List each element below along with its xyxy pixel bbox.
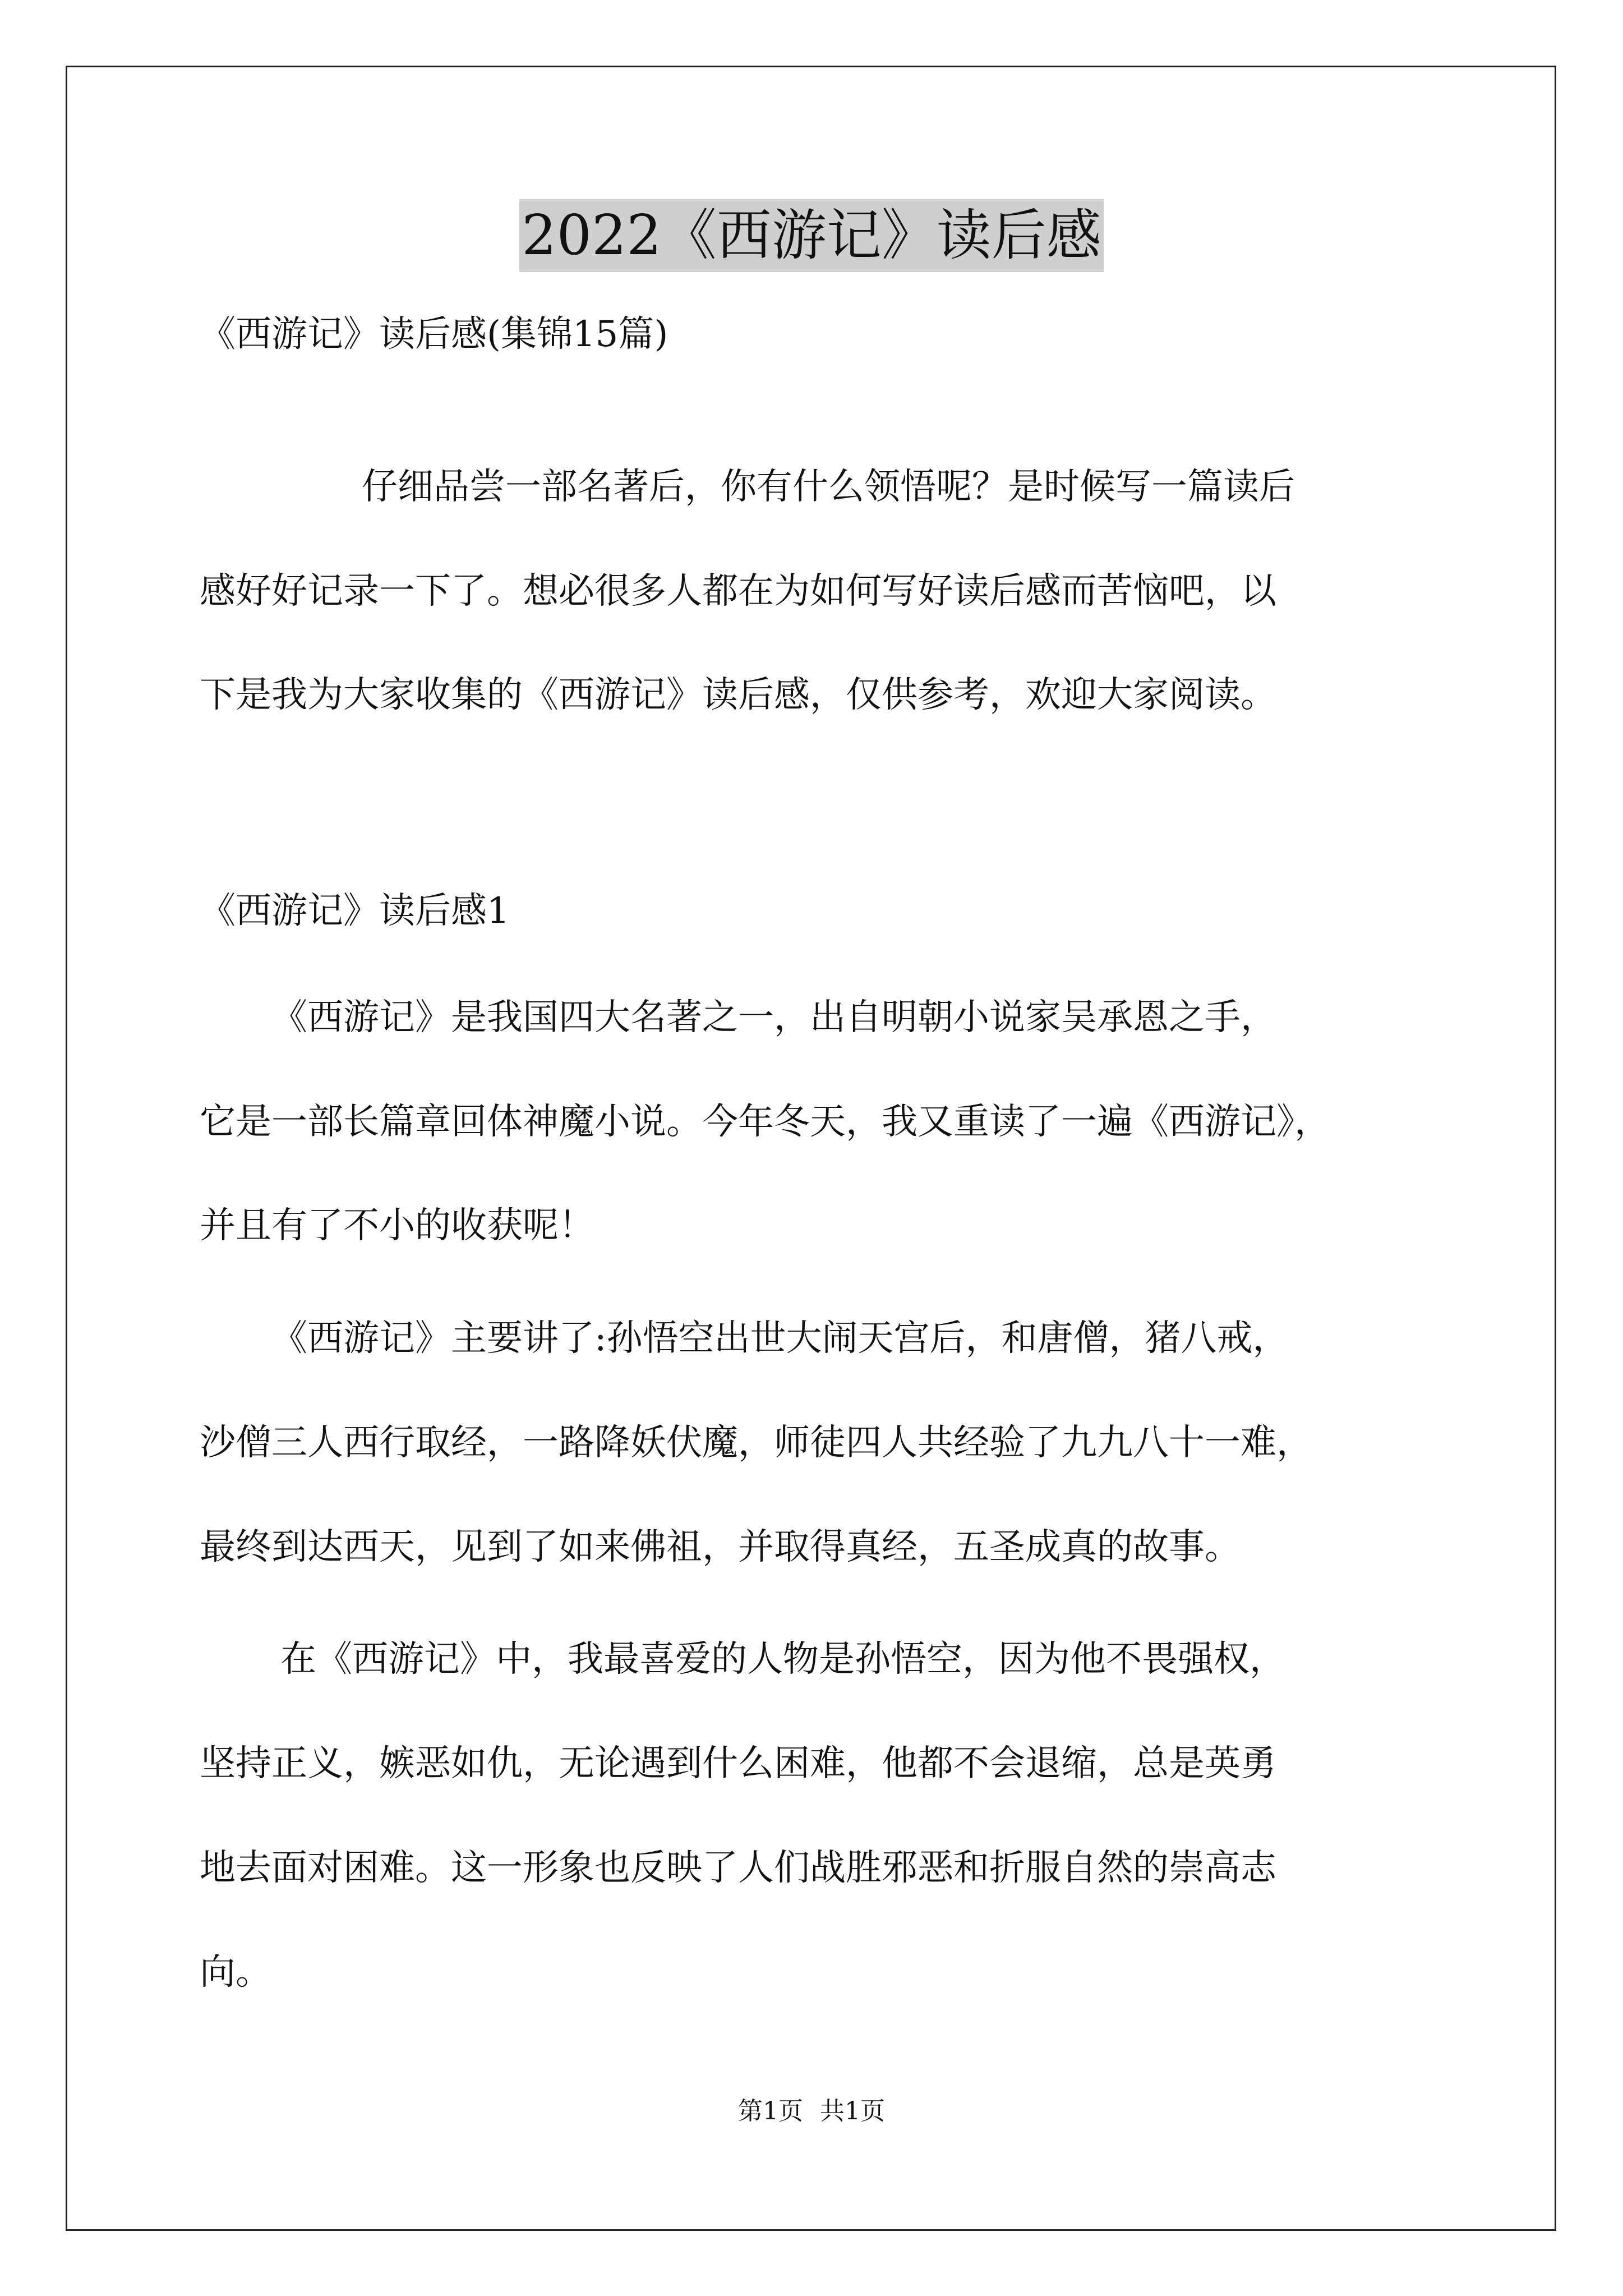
page-number: 第1页 [738,2097,803,2125]
paragraph1-line-2: 它是一部长篇章回体神魔小说。今年冬天，我又重读了一遍《西游记》， [200,1101,1330,1143]
paragraph2-line-3: 最终到达西天，见到了如来佛祖，并取得真经，五圣成真的故事。 [200,1526,1241,1568]
page-footer [0,2096,1623,2127]
paragraph3-line-1: 在《西游记》中，我最喜爱的人物是孙悟空，因为他不畏强权， [280,1639,1285,1680]
page-border [66,66,1556,2231]
document-subtitle: 《西游记》读后感(集锦15篇) [200,314,668,355]
paragraph3-line-2: 坚持正义，嫉恶如仇，无论遇到什么困难，他都不会退缩，总是英勇 [200,1743,1276,1784]
paragraph1-line-1: 《西游记》是我国四大名著之一，出自明朝小说家吴承恩之手， [271,997,1276,1038]
paragraph2-line-1: 《西游记》主要讲了:孙悟空出世大闹天宫后，和唐僧，猪八戒， [271,1318,1289,1359]
intro-line-1: 仔细品尝一部名著后，你有什么领悟呢？是时候写一篇读后 [362,466,1295,508]
intro-line-2: 感好好记录一下了。想必很多人都在为如何写好读后感而苦恼吧，以 [200,570,1276,612]
title-container [0,199,1623,272]
page-total: 共1页 [820,2097,885,2125]
section-heading: 《西游记》读后感1 [200,890,510,932]
paragraph3-line-3: 地去面对困难。这一形象也反映了人们战胜邪恶和折服自然的崇高志 [200,1847,1276,1889]
intro-line-3: 下是我为大家收集的《西游记》读后感，仅供参考，欢迎大家阅读。 [200,674,1276,716]
paragraph3-line-4: 向。 [200,1952,271,1993]
paragraph1-line-3: 并且有了不小的收获呢！ [200,1205,594,1246]
document-title: 2022《西游记》读后感 [519,199,1103,272]
paragraph2-line-2: 沙僧三人西行取经，一路降妖伏魔，师徒四人共经验了九九八十一难， [200,1422,1312,1464]
